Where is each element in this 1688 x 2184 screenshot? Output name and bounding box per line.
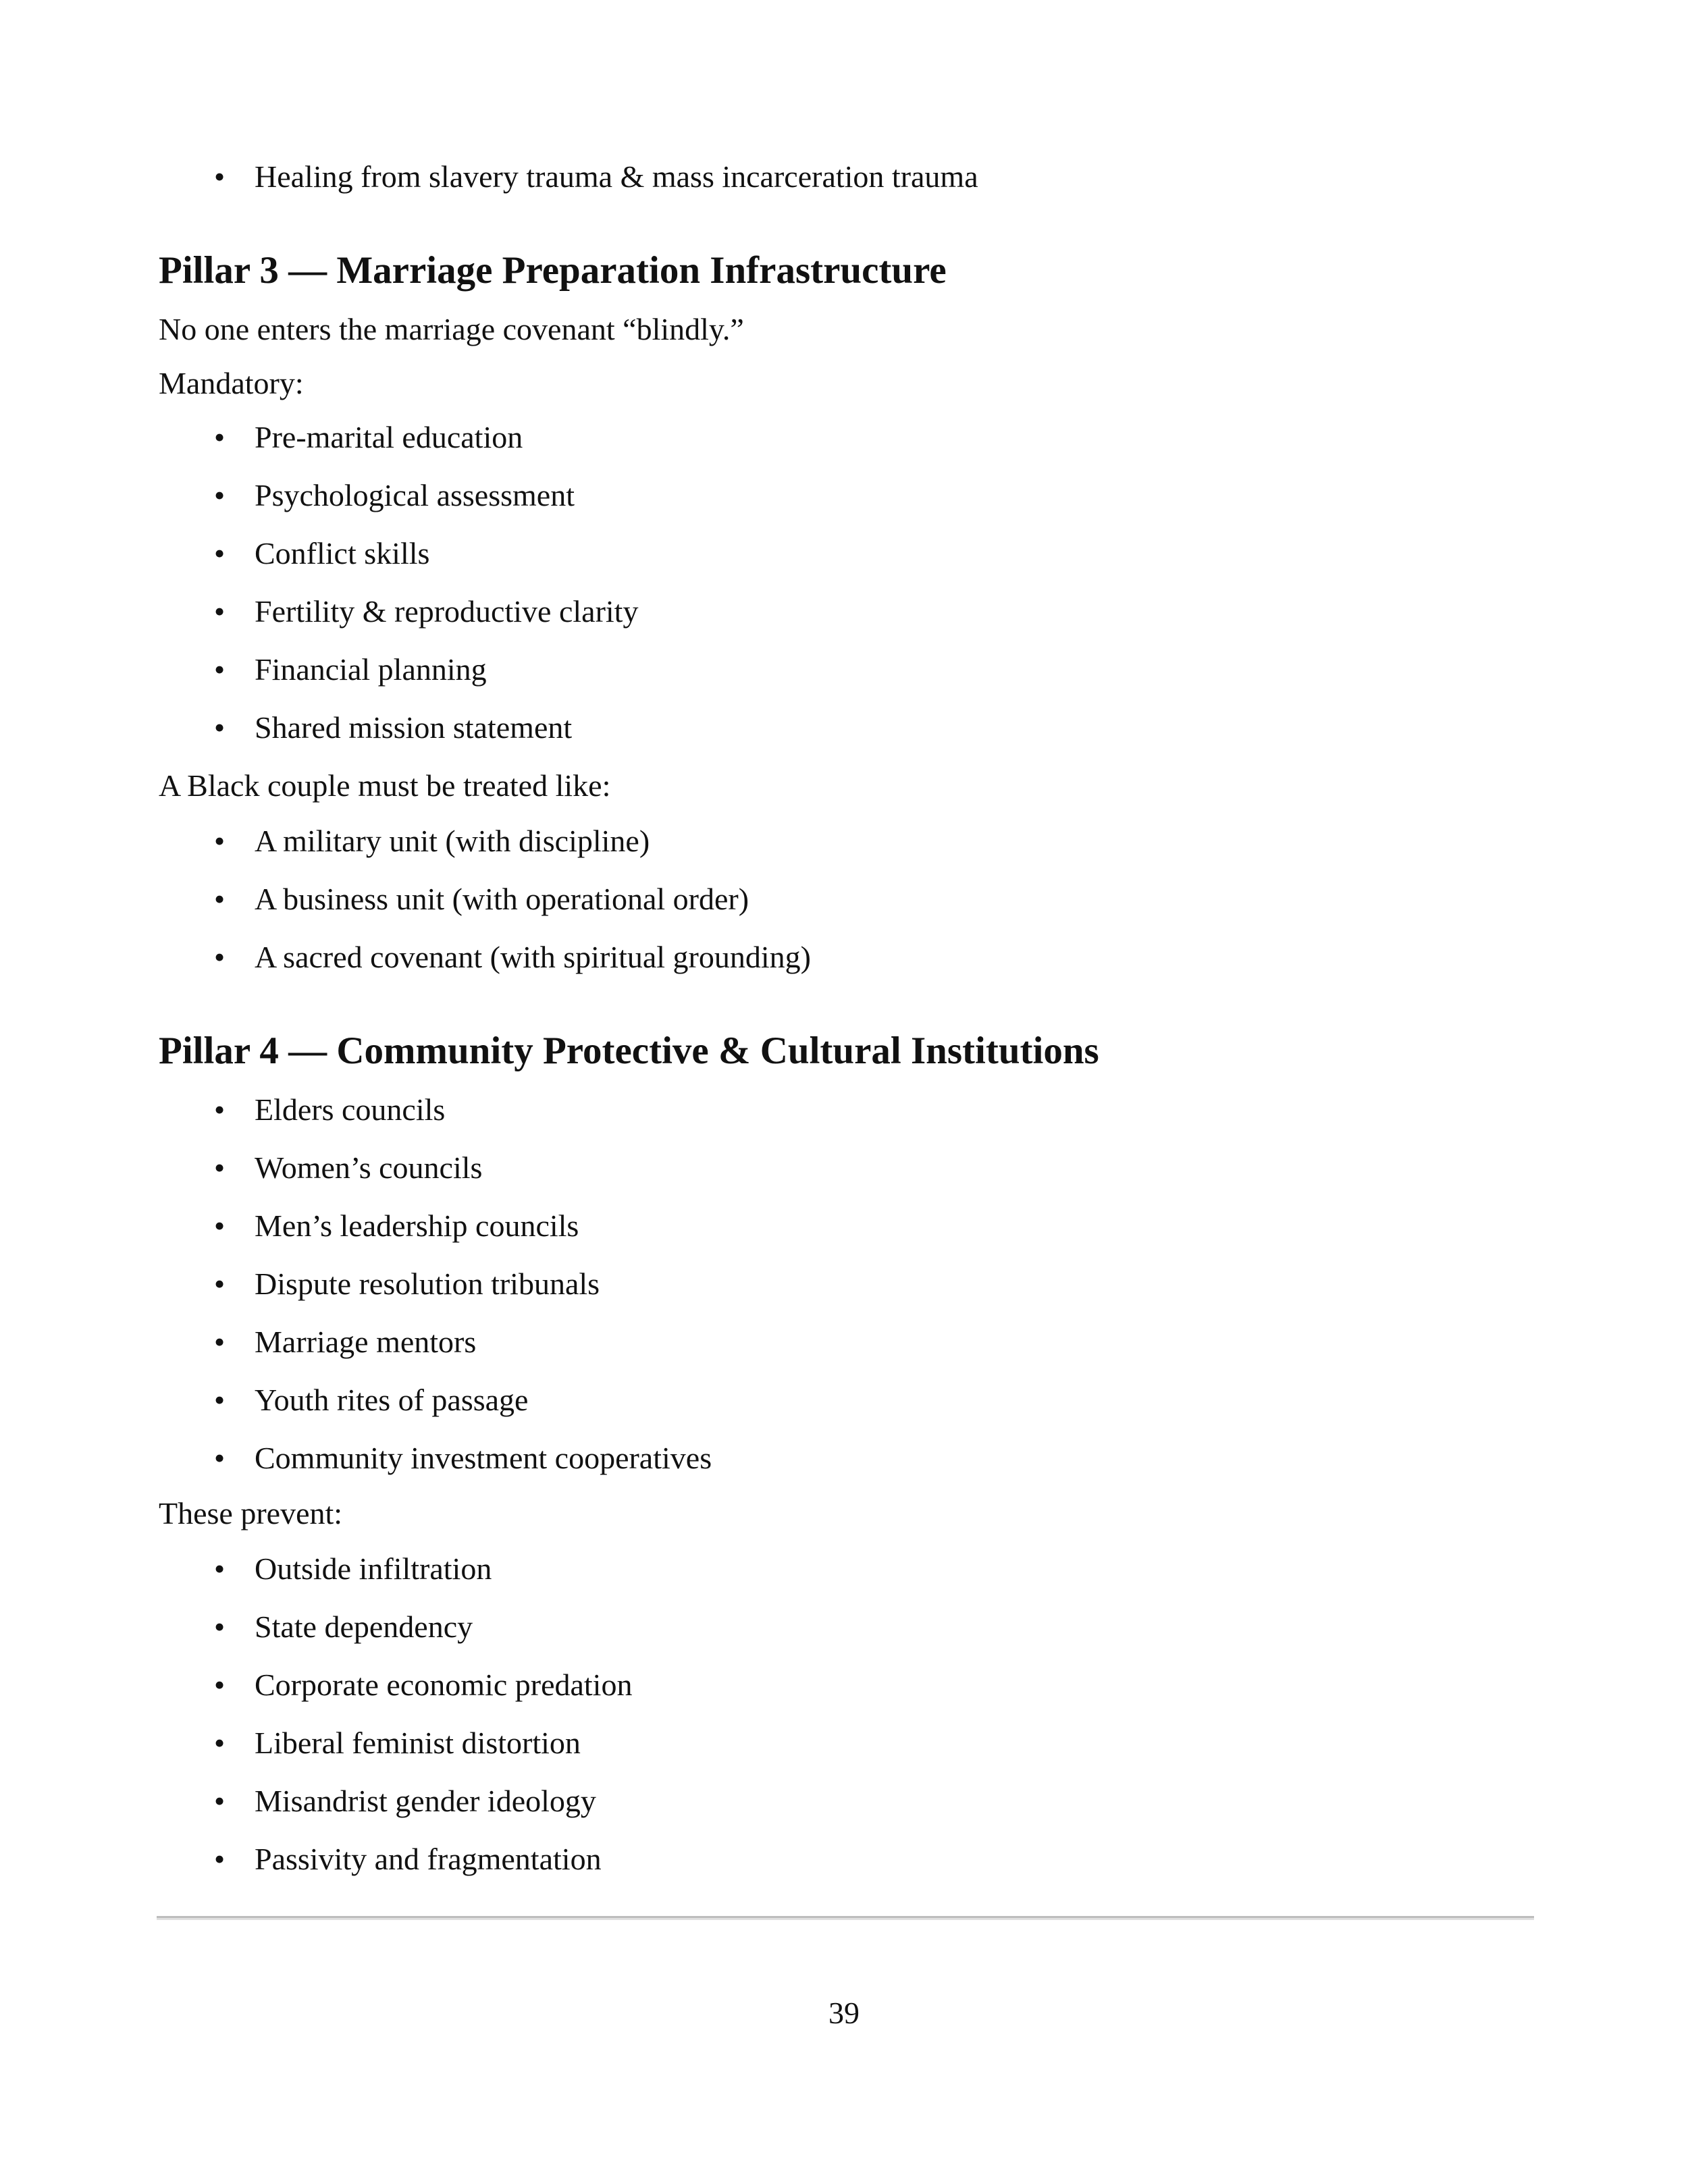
pillar3-intro: No one enters the marriage covenant “blindly.” <box>159 312 744 346</box>
list-item: • Marriage mentors <box>255 1323 476 1361</box>
bullet-icon: • <box>214 1726 226 1760</box>
mandatory-label: Mandatory: <box>159 366 304 400</box>
bullet-icon: • <box>214 1441 226 1475</box>
list-item: • Psychological assessment <box>255 477 575 514</box>
pillar4-heading: Pillar 4 — Community Protective & Cultural Institutions <box>159 1030 1099 1072</box>
list-item: • Passivity and fragmentation <box>255 1840 602 1878</box>
bullet-icon: • <box>214 1383 226 1417</box>
list-item: • A military unit (with discipline) <box>255 822 650 860</box>
list-item: • A business unit (with operational order) <box>255 880 749 918</box>
list-item: • Dispute resolution tribunals <box>255 1265 600 1303</box>
bullet-icon: • <box>214 940 226 974</box>
list-item: • Elders councils <box>255 1091 445 1129</box>
horizontal-rule <box>157 1916 1534 1920</box>
bullet-icon: • <box>214 1267 226 1301</box>
bullet-icon: • <box>214 1208 226 1243</box>
bullet-icon: • <box>214 594 226 629</box>
prevent-label: These prevent: <box>159 1496 343 1530</box>
bullet-icon: • <box>214 1325 226 1359</box>
list-item: • Youth rites of passage <box>255 1381 528 1419</box>
bullet-icon: • <box>214 1784 226 1818</box>
list-item: • Conflict skills <box>255 535 429 572</box>
list-item: • A sacred covenant (with spiritual grounding) <box>255 938 811 976</box>
bullet-icon: • <box>214 1150 226 1185</box>
list-item: • Shared mission statement <box>255 709 572 747</box>
list-item: • Healing from slavery trauma & mass incarceration trauma <box>255 158 978 196</box>
bullet-icon: • <box>214 536 226 570</box>
list-item: • Outside infiltration <box>255 1550 492 1588</box>
bullet-icon: • <box>214 882 226 916</box>
bullet-icon: • <box>214 1668 226 1702</box>
list-item: • Pre-marital education <box>255 419 523 456</box>
bullet-icon: • <box>214 710 226 745</box>
list-item: • Fertility & reproductive clarity <box>255 593 638 631</box>
bullet-icon: • <box>214 1551 226 1586</box>
treated-label: A Black couple must be treated like: <box>159 768 611 803</box>
bullet-icon: • <box>214 159 226 194</box>
list-item: • Misandrist gender ideology <box>255 1782 596 1820</box>
list-item: • Men’s leadership councils <box>255 1207 579 1245</box>
bullet-icon: • <box>214 1842 226 1876</box>
list-item: • Community investment cooperatives <box>255 1439 712 1477</box>
list-item: • State dependency <box>255 1608 473 1646</box>
list-item: • Corporate economic predation <box>255 1666 632 1704</box>
list-item: • Women’s councils <box>255 1149 482 1187</box>
bullet-icon: • <box>214 420 226 454</box>
bullet-icon: • <box>214 652 226 687</box>
bullet-icon: • <box>214 1609 226 1644</box>
list-item: • Liberal feminist distortion <box>255 1724 581 1762</box>
page-number: 39 <box>828 1996 860 2030</box>
bullet-icon: • <box>214 824 226 858</box>
bullet-icon: • <box>214 1092 226 1127</box>
pillar3-heading: Pillar 3 — Marriage Preparation Infrastructure <box>159 249 947 292</box>
list-item: • Financial planning <box>255 651 487 689</box>
bullet-icon: • <box>214 478 226 512</box>
